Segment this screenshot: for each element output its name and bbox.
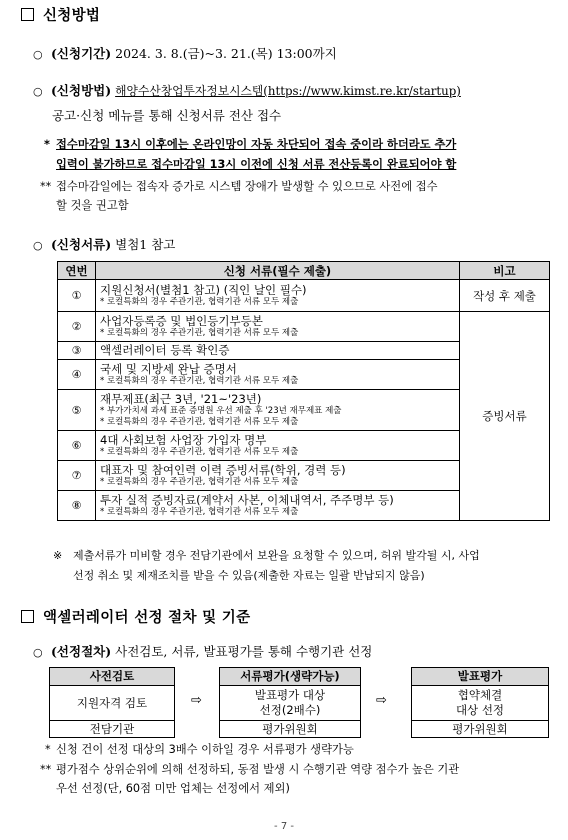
procedure-box-prescreen	[49, 667, 175, 738]
method-line-2: 공고·신청 메뉴를 통해 신청서류 전산 접수	[52, 108, 282, 123]
table-header-row	[58, 262, 550, 280]
procedure-box-body-text: 지원자격 검토	[76, 695, 148, 710]
note-mark: *	[44, 138, 50, 151]
procedure-value: 사전검토, 서류, 발표평가를 통해 수행기관 선정	[115, 644, 373, 659]
document-cell	[96, 431, 460, 461]
note-line-1: 접수마감일에는 접속자 증가로 시스템 장애가 발생할 수 있으므로 사전에 접수	[56, 180, 438, 193]
page-number: - 7 -	[274, 821, 294, 832]
procedure-box-body	[412, 686, 548, 721]
circle-bullet-icon: ○	[33, 85, 43, 98]
period-value: 2024. 3. 8.(금)~3. 21.(목) 13:00까지	[115, 46, 337, 61]
document-name: 재무제표(최근 3년, '21~'23년)	[100, 391, 262, 406]
note-skip-review	[45, 741, 354, 758]
procedure-box-body-text: 선정(2배수)	[259, 703, 321, 717]
note-line-1: 신청 건이 선정 대상의 3배수 이하일 경우 서류평가 생략가능	[56, 743, 354, 756]
period-label: (신청기간)	[51, 46, 112, 61]
document-cell	[96, 491, 460, 521]
column-header: 신청 서류(필수 제출)	[96, 262, 460, 280]
column-header: 비고	[460, 262, 550, 280]
row-number: ⑤	[58, 390, 96, 431]
note-line-2: 우선 선정(단, 60점 미만 업체는 선정에서 제외)	[56, 782, 290, 795]
column-header: 연번	[58, 262, 96, 280]
note-mark: **	[40, 763, 52, 776]
note-recommendation	[40, 177, 438, 215]
note-line-1: 제출서류가 미비할 경우 전담기관에서 보완을 요청할 수 있으며, 허위 발각될 시, 사업	[73, 549, 480, 562]
document-cell	[96, 312, 460, 342]
procedure-box-body-text: 발표평가 대상	[254, 688, 326, 702]
document-note: * 로컬특화의 경우 주관기관, 협력기관 서류 모두 제출	[100, 375, 299, 386]
procedure-box-presentation	[411, 667, 549, 738]
note-line-2: 할 것을 권고함	[56, 199, 129, 212]
row-number: ⑧	[58, 491, 96, 521]
document-name: 대표자 및 참여인력 이력 증빙서류(학위, 경력 등)	[100, 462, 346, 477]
note-line-1: 접수마감일 13시 이후에는 온라인망이 자동 차단되어 접속 중이라 하더라도 추가	[56, 138, 457, 151]
document-name: 투자 실적 증빙자료(계약서 사본, 이체내역서, 주주명부 등)	[100, 492, 394, 507]
docs-line	[33, 235, 175, 253]
procedure-label: (선정절차)	[51, 644, 112, 659]
docs-value: 별첨1 참고	[115, 237, 176, 252]
document-cell	[96, 280, 460, 312]
document-name: 4대 사회보험 사업장 가입자 명부	[100, 432, 267, 447]
document-note: * 로컬특화의 경우 주관기관, 협력기관 서류 모두 제출	[100, 446, 299, 457]
method-label: (신청방법)	[51, 83, 112, 98]
document-name: 액셀러레이터 등록 확인증	[100, 343, 230, 357]
table-footnote	[53, 546, 480, 586]
procedure-box-body-text: 협약체결	[457, 688, 503, 702]
square-bullet-icon	[21, 610, 34, 623]
document-cell	[96, 390, 460, 431]
circle-bullet-icon: ○	[33, 646, 43, 659]
document-note: * 로컬특화의 경우 주관기관, 협력기관 서류 모두 제출	[100, 416, 299, 427]
procedure-box-foot: 평가위원회	[452, 722, 508, 736]
procedure-line	[33, 642, 372, 660]
circle-bullet-icon: ○	[33, 239, 43, 252]
note-mark: *	[45, 743, 51, 756]
right-arrow-icon: ⇨	[191, 693, 202, 708]
note-line-1: 평가점수 상위순위에 의해 선정하되, 동점 발생 시 수행기관 역량 점수가 높은 기관	[56, 763, 460, 776]
procedure-box-foot: 평가위원회	[262, 722, 318, 736]
document-name: 국세 및 지방세 완납 증명서	[100, 361, 237, 376]
note-line-2: 입력이 불가하므로 접수마감일 13시 이전에 신청 서류 전산등록이 완료되어야 함	[56, 158, 457, 171]
remark-cell: 작성 후 제출	[460, 280, 550, 312]
method-line	[33, 81, 461, 99]
section-1-title	[21, 4, 100, 25]
note-mark: **	[40, 180, 52, 193]
remark-cell: 증빙서류	[460, 312, 550, 521]
period-line	[33, 44, 337, 62]
procedure-box-body	[50, 686, 174, 721]
procedure-box-body	[220, 686, 360, 721]
document-cell	[96, 342, 460, 360]
note-mark: ※	[53, 549, 63, 562]
procedure-box-document-review	[219, 667, 361, 738]
documents-table	[57, 261, 550, 521]
method-url-text[interactable]: 해양수산창업투자정보시스템(https://www.kimst.re.kr/startup)	[115, 84, 461, 98]
procedure-box-head: 서류평가(생략가능)	[220, 668, 360, 686]
document-note: * 로컬특화의 경우 주관기관, 협력기관 서류 모두 제출	[100, 327, 299, 338]
document-note: * 로컬특화의 경우 주관기관, 협력기관 서류 모두 제출	[100, 506, 299, 517]
row-number: ①	[58, 280, 96, 312]
document-name: 지원신청서(별첨1 참고) (직인 날인 필수)	[100, 282, 307, 297]
procedure-box-foot: 전담기관	[89, 722, 135, 736]
section-1-title-text: 신청방법	[43, 7, 101, 24]
procedure-box-head: 사전검토	[50, 668, 174, 686]
document-name: 사업자등록증 및 법인등기부등본	[100, 313, 263, 328]
right-arrow-icon: ⇨	[376, 693, 387, 708]
document-cell	[96, 360, 460, 390]
procedure-box-body-text: 대상 선정	[455, 703, 505, 717]
row-number: ⑦	[58, 461, 96, 491]
section-2-title	[21, 606, 250, 627]
table-row	[58, 312, 550, 342]
document-cell	[96, 461, 460, 491]
row-number: ③	[58, 342, 96, 360]
document-note: * 로컬특화의 경우 주관기관, 협력기관 서류 모두 제출	[100, 296, 299, 307]
procedure-box-head: 발표평가	[412, 668, 548, 686]
note-line-2: 선정 취소 및 제재조치를 받을 수 있음(제출한 자료는 일괄 반납되지 않음)	[73, 569, 425, 582]
row-number: ⑥	[58, 431, 96, 461]
square-bullet-icon	[21, 8, 34, 21]
row-number: ②	[58, 312, 96, 342]
docs-label: (신청서류)	[51, 237, 112, 252]
section-2-title-text: 액셀러레이터 선정 절차 및 기준	[43, 609, 251, 626]
document-note: * 로컬특화의 경우 주관기관, 협력기관 서류 모두 제출	[100, 476, 299, 487]
circle-bullet-icon: ○	[33, 48, 43, 61]
note-mandatory-deadline	[44, 135, 456, 175]
row-number: ④	[58, 360, 96, 390]
table-row	[58, 280, 550, 312]
document-note: * 부가가치세 과세 표준 증명원 우선 제출 후 '23년 재무제표 제출	[100, 405, 342, 416]
note-ranking	[40, 760, 459, 798]
